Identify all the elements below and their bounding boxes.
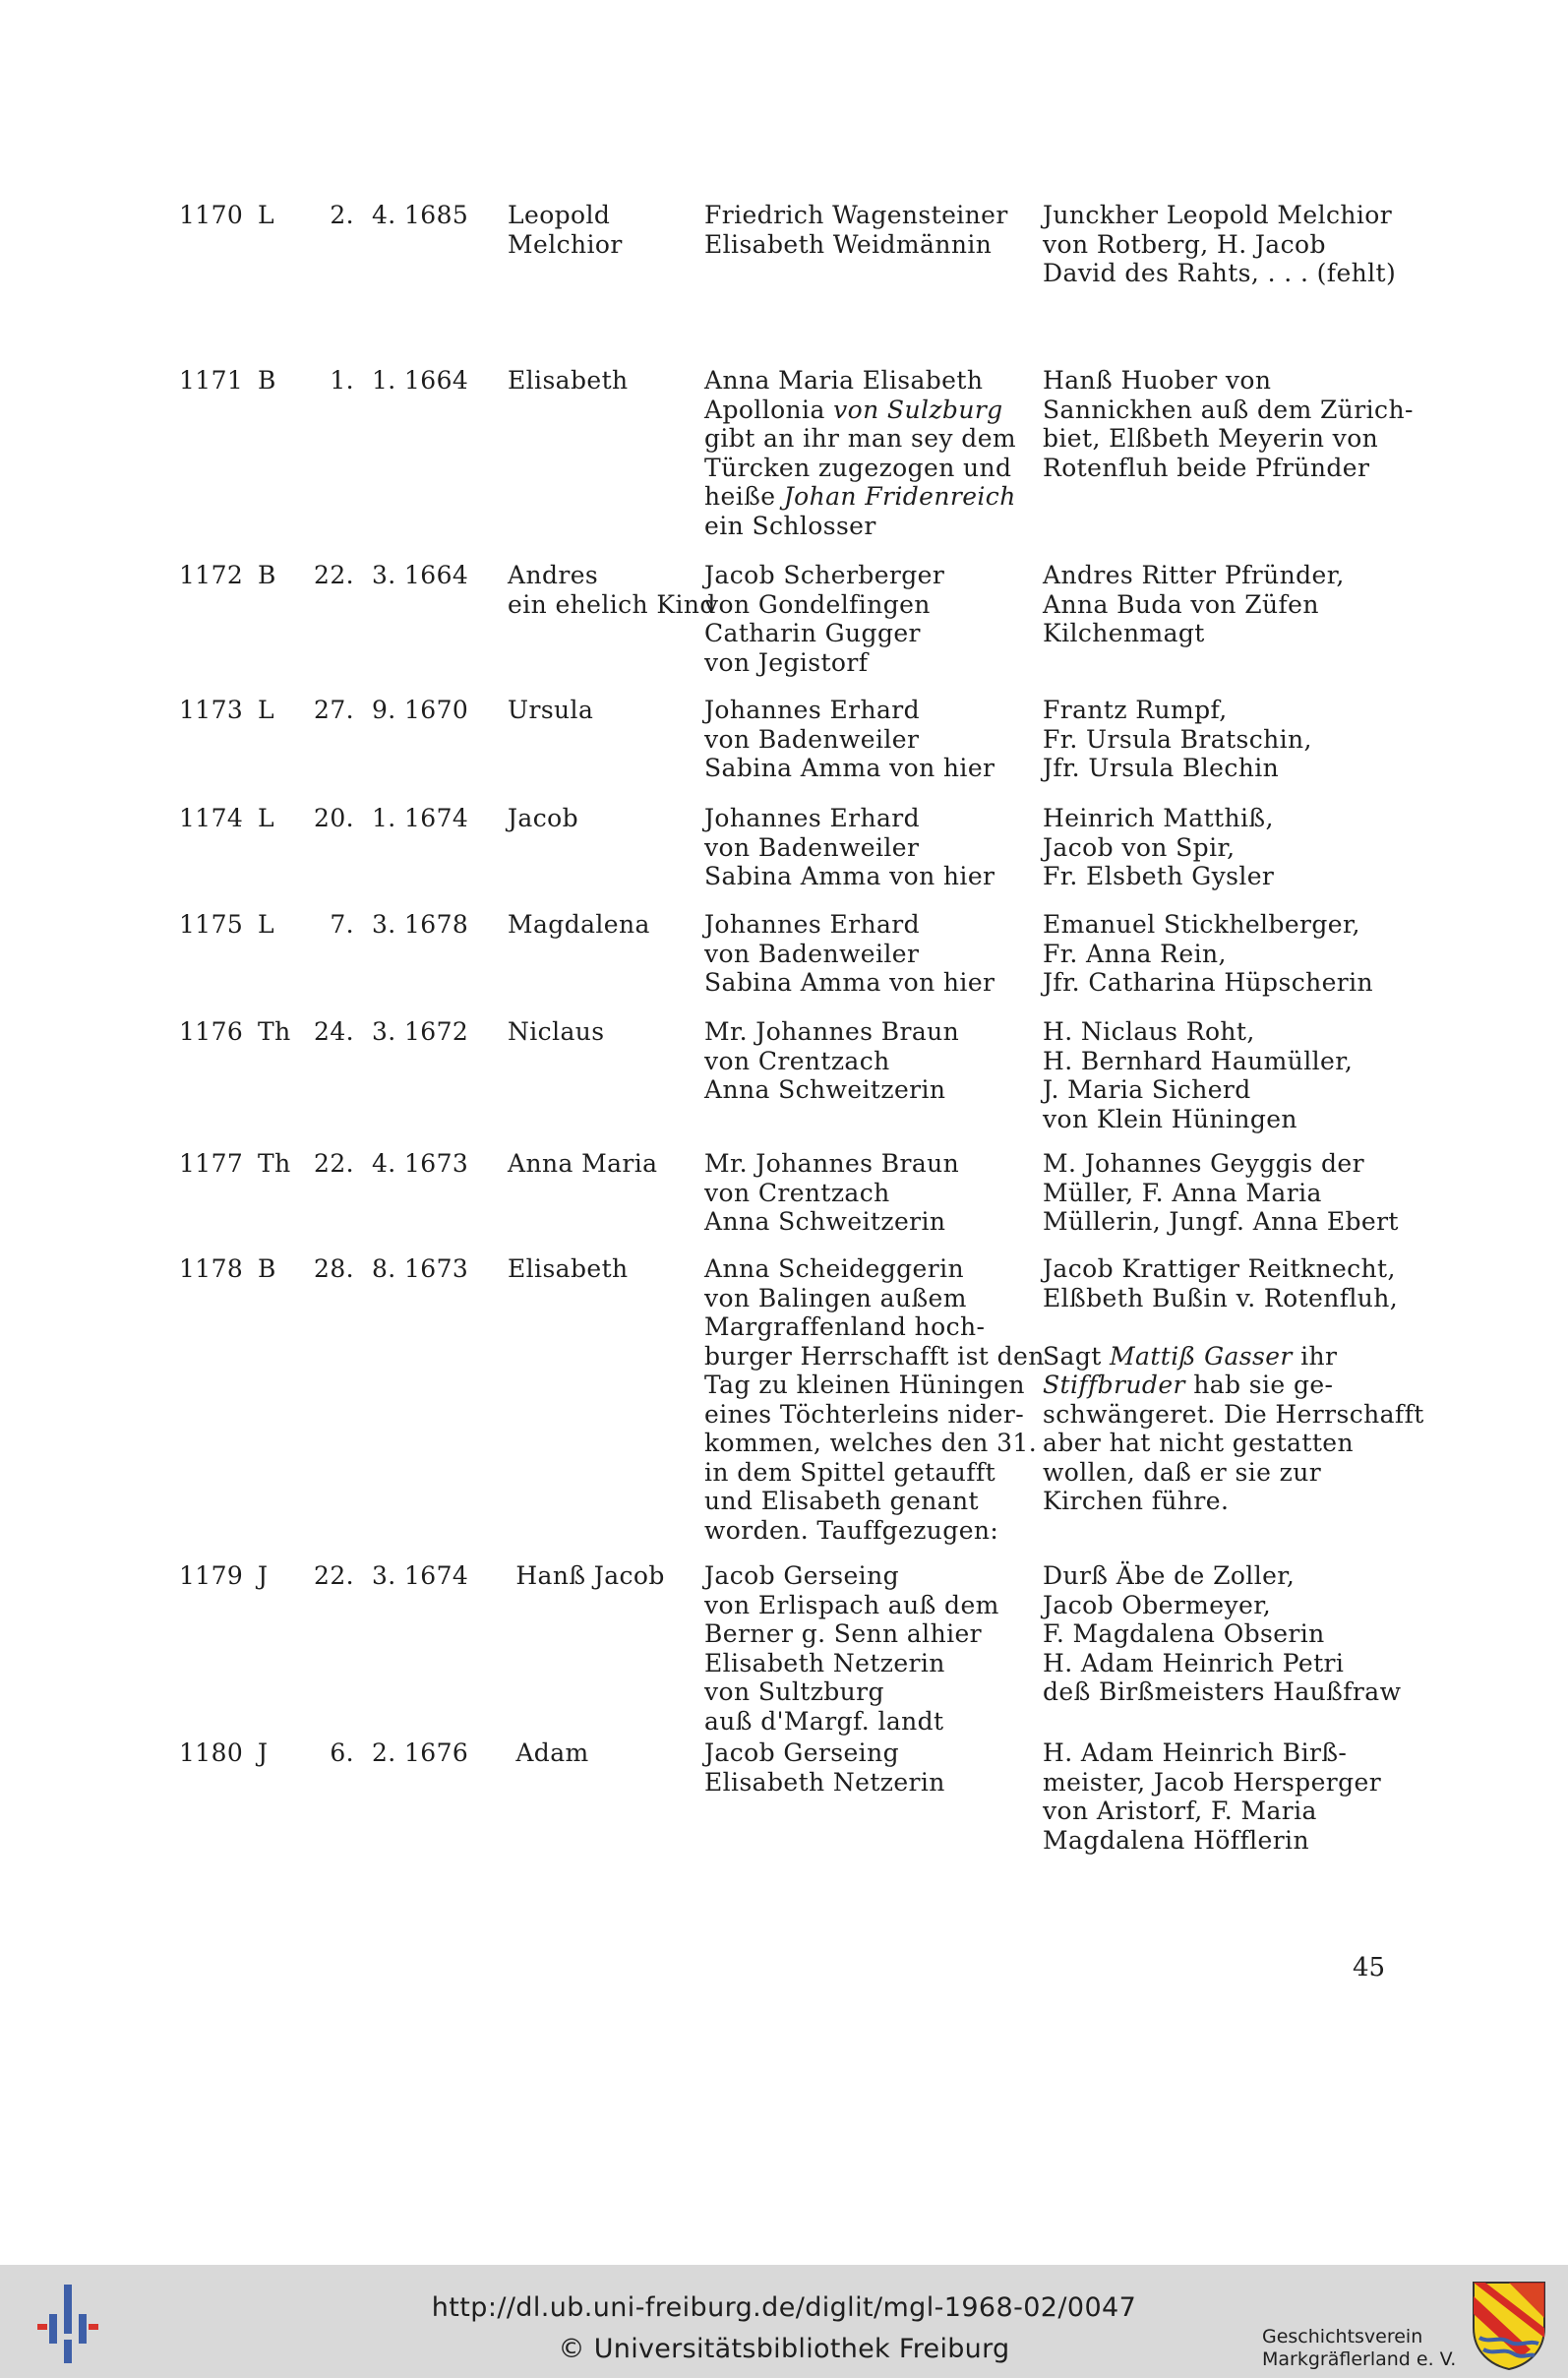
entry-godparents-line: Durß Äbe de Zoller,	[1043, 1561, 1296, 1590]
entry-day: 20.	[314, 804, 354, 832]
entry-godparents-line: von Rotberg, H. Jacob	[1043, 229, 1326, 259]
entry-child-name	[508, 910, 650, 940]
copyright-notice: © Universitätsbibliothek Freiburg	[558, 2334, 1010, 2364]
entry-day: 7.	[330, 910, 354, 939]
entry-number: 1180	[179, 1738, 244, 1767]
entry-child-name-line: Leopold	[508, 201, 611, 229]
entry-parents-line: gibt an ihr man sey dem	[704, 424, 1017, 453]
entry-parents-line: Johannes Erhard	[704, 804, 921, 832]
entry-confession: B	[258, 366, 276, 395]
entry-parents-line: Elisabeth Netzerin	[704, 1767, 945, 1797]
entry-godparents-line: meister, Jacob Hersperger	[1043, 1767, 1382, 1797]
entry-parents-line: von Sultzburg	[704, 1677, 884, 1706]
entry-godparents	[1043, 1017, 1353, 1133]
entry-day: 22.	[314, 1561, 354, 1590]
entry-godparents-line: biet, Elßbeth Meyerin von	[1043, 424, 1379, 453]
entry-child-name-line: Elisabeth	[508, 1254, 629, 1283]
entry-date: 4. 1673	[372, 1149, 469, 1178]
entry-parents-line: Apollonia von Sulzburg	[704, 395, 1003, 424]
entry-godparents-line: aber hat nicht gestatten	[1043, 1429, 1354, 1457]
entry-child-name-line: Elisabeth	[508, 366, 629, 395]
society-name-line1: Geschichtsverein	[1262, 2326, 1423, 2348]
entry-godparents-line: Jfr. Catharina Hüpscherin	[1043, 968, 1374, 997]
entry-parents-line: Anna Maria Elisabeth	[704, 366, 984, 395]
entry-number: 1174	[179, 804, 244, 832]
entry-godparents-line: Hanß Huober von	[1043, 366, 1272, 395]
entry-parents-line: Türcken zugezogen und	[704, 453, 1012, 482]
entry-confession: L	[258, 201, 275, 229]
entry-child-name	[508, 366, 629, 396]
entry-child-name	[508, 1017, 605, 1047]
entry-parents-line: Mr. Johannes Braun	[704, 1017, 960, 1046]
entry-godparents	[1043, 1149, 1399, 1237]
entry-confession: B	[258, 561, 276, 589]
entry-godparents-line: J. Maria Sicherd	[1043, 1075, 1251, 1104]
entry-parents-line: Sabina Amma von hier	[704, 862, 995, 890]
entry-date: 1. 1674	[372, 804, 469, 832]
entry-parents	[704, 910, 995, 998]
entry-parents-line: von Badenweiler	[704, 724, 920, 754]
entry-parents-line: von Badenweiler	[704, 939, 920, 968]
entry-parents	[704, 1017, 959, 1105]
entry-parents-line: in dem Spittel getaufft	[704, 1457, 996, 1487]
entry-parents	[704, 201, 1008, 259]
society-name	[1262, 2326, 1456, 2371]
entry-parents	[704, 1149, 959, 1237]
entry-date: 8. 1673	[372, 1254, 469, 1283]
entry-parents-line: Anna Scheideggerin	[704, 1254, 964, 1283]
entry-godparents-line: Frantz Rumpf,	[1043, 696, 1228, 724]
entry-parents-line: Sabina Amma von hier	[704, 968, 995, 997]
entry-parents-line: ein Schlosser	[704, 511, 876, 540]
entry-number: 1176	[179, 1017, 244, 1046]
entry-godparents-line: wollen, daß er sie zur	[1043, 1457, 1322, 1487]
entry-parents	[704, 561, 944, 677]
entry-godparents-line: H. Adam Heinrich Birß-	[1043, 1738, 1348, 1767]
entry-godparents-line: Jacob von Spir,	[1043, 832, 1236, 862]
entry-child-name-line: Andres	[508, 561, 599, 589]
entry-godparents-line: Magdalena Höfflerin	[1043, 1825, 1309, 1855]
entry-godparents-line: Jacob Obermeyer,	[1043, 1590, 1272, 1619]
entry-parents-line: kommen, welches den 31.	[704, 1429, 1038, 1457]
entry-parents-line: Catharin Gugger	[704, 619, 921, 647]
entry-godparents-line: von Aristorf, F. Maria	[1043, 1797, 1317, 1825]
entry-parents-line: Friedrich Wagensteiner	[704, 201, 1008, 229]
entry-child-name-line: Anna Maria	[508, 1149, 658, 1178]
entry-parents-line: Jacob Gerseing	[704, 1738, 899, 1767]
entry-child-name-line: Niclaus	[508, 1017, 605, 1046]
entry-godparents-line: Elßbeth Bußin v. Rotenfluh,	[1043, 1283, 1399, 1312]
entry-godparents-line: deß Birßmeisters Haußfraw	[1043, 1677, 1402, 1706]
entry-day: 28.	[314, 1254, 354, 1283]
entry-confession: J	[258, 1738, 269, 1767]
entry-child-name-line: Adam	[508, 1738, 589, 1767]
entry-date: 1. 1664	[372, 366, 469, 395]
entry-date: 3. 1672	[372, 1017, 469, 1046]
entry-date: 3. 1678	[372, 910, 469, 939]
entry-parents-line: von Badenweiler	[704, 832, 920, 862]
entry-parents	[704, 1738, 945, 1797]
entry-parents-line: Jacob Gerseing	[704, 1561, 899, 1590]
document-url-link[interactable]: http://dl.ub.uni-freiburg.de/diglit/mgl-1968-02/0047	[431, 2292, 1137, 2323]
entry-number: 1171	[179, 366, 244, 395]
entry-parents	[704, 1254, 1045, 1545]
entry-child-name	[508, 561, 716, 619]
entry-parents	[704, 366, 1016, 540]
entry-day: 27.	[314, 696, 354, 724]
entry-parents-line: Tag zu kleinen Hüningen	[704, 1371, 1025, 1399]
entry-godparents	[1043, 1254, 1424, 1516]
coat-of-arms-icon	[1470, 2279, 1548, 2372]
entry-day: 24.	[314, 1017, 354, 1046]
entry-parents-line: Berner g. Senn alhier	[704, 1619, 983, 1648]
entry-parents-line: von Crentzach	[704, 1046, 890, 1075]
entry-godparents-line: Anna Buda von Züfen	[1043, 589, 1319, 619]
entry-parents-line: heiße Johan Fridenreich	[704, 482, 1016, 511]
entry-date: 3. 1674	[372, 1561, 469, 1590]
entry-godparents	[1043, 910, 1373, 998]
entry-godparents-line: Kilchenmagt	[1043, 619, 1205, 647]
entry-godparents-line: Emanuel Stickhelberger,	[1043, 910, 1360, 939]
entry-godparents-line: Sannickhen auß dem Zürich-	[1043, 395, 1414, 424]
entry-parents	[704, 1561, 999, 1736]
entry-parents-line: von Gondelfingen	[704, 589, 931, 619]
entry-godparents-line: Fr. Ursula Bratschin,	[1043, 724, 1312, 754]
entry-godparents-line: David des Rahts, . . . (fehlt)	[1043, 259, 1397, 287]
entry-parents-line: von Crentzach	[704, 1178, 890, 1207]
entry-number: 1177	[179, 1149, 244, 1178]
entry-child-name-line: Ursula	[508, 696, 594, 724]
entry-child-name	[508, 804, 578, 833]
entry-godparents-line: H. Niclaus Roht,	[1043, 1017, 1255, 1046]
entry-godparents-line	[1043, 1312, 1424, 1342]
entry-child-name	[508, 1254, 629, 1284]
entry-godparents-line: Sagt Mattiß Gasser ihr	[1043, 1341, 1338, 1371]
page-number: 45	[1353, 1953, 1386, 1982]
entry-godparents-line: Fr. Elsbeth Gysler	[1043, 862, 1275, 890]
entry-godparents	[1043, 201, 1396, 288]
entry-parents-line: von Erlispach auß dem	[704, 1590, 999, 1619]
entry-godparents-line: Rotenfluh beide Pfründer	[1043, 453, 1370, 482]
entry-godparents-line: Junckher Leopold Melchior	[1043, 201, 1393, 229]
entry-godparents-line: Heinrich Matthiß,	[1043, 804, 1274, 832]
entry-number: 1173	[179, 696, 244, 724]
entry-godparents	[1043, 804, 1274, 891]
entry-number: 1178	[179, 1254, 244, 1283]
entry-godparents-line: Andres Ritter Pfründer,	[1043, 561, 1345, 589]
entry-parents-line: auß d'Margf. landt	[704, 1706, 944, 1736]
entry-child-name	[508, 1561, 665, 1591]
entry-child-name	[508, 1738, 589, 1768]
entry-godparents-line: Jacob Krattiger Reitknecht,	[1043, 1254, 1396, 1283]
entry-parents	[704, 696, 995, 783]
entry-day: 22.	[314, 561, 354, 589]
entry-parents-line: Anna Schweitzerin	[704, 1207, 946, 1236]
entry-confession: Th	[258, 1149, 291, 1178]
society-name-line2: Markgräflerland e. V.	[1262, 2348, 1457, 2370]
entry-parents-line: Sabina Amma von hier	[704, 754, 995, 782]
entry-parents-line: Johannes Erhard	[704, 910, 921, 939]
entry-child-name-line: ein ehelich Kind	[508, 589, 716, 619]
entry-day: 22.	[314, 1149, 354, 1178]
entry-godparents	[1043, 1561, 1401, 1707]
entry-godparents-line: M. Johannes Geyggis der	[1043, 1149, 1364, 1178]
entry-date: 9. 1670	[372, 696, 469, 724]
entry-confession: L	[258, 696, 275, 724]
entry-godparents	[1043, 696, 1312, 783]
entry-parents-line: Johannes Erhard	[704, 696, 921, 724]
entry-date: 4. 1685	[372, 201, 469, 229]
entry-godparents-line: Stiffbruder hab sie ge-	[1043, 1371, 1334, 1399]
footer-bar	[0, 2265, 1568, 2378]
entry-child-name-line: Jacob	[508, 804, 578, 832]
entry-child-name	[508, 201, 623, 259]
entry-godparents	[1043, 561, 1345, 648]
entry-day: 6.	[330, 1738, 354, 1767]
entry-parents-line: Margraffenland hoch-	[704, 1312, 986, 1341]
entry-parents-line: von Balingen außem	[704, 1283, 967, 1312]
entry-godparents-line: F. Magdalena Obserin	[1043, 1619, 1325, 1648]
entry-number: 1172	[179, 561, 244, 589]
entry-parents-line: Elisabeth Weidmännin	[704, 229, 993, 259]
entry-date: 3. 1664	[372, 561, 469, 589]
entry-parents-line: worden. Tauffgezugen:	[704, 1515, 999, 1545]
entry-number: 1179	[179, 1561, 244, 1590]
entry-parents-line: von Jegistorf	[704, 647, 869, 677]
entry-number: 1170	[179, 201, 244, 229]
entry-confession: L	[258, 910, 275, 939]
entry-parents	[704, 804, 995, 891]
entry-day: 1.	[330, 366, 354, 395]
entry-godparents-line: H. Adam Heinrich Petri	[1043, 1648, 1345, 1677]
entry-godparents-line: Kirchen führe.	[1043, 1487, 1230, 1515]
entry-godparents	[1043, 1738, 1381, 1855]
entry-child-name-line: Melchior	[508, 229, 623, 259]
entry-godparents-line: H. Bernhard Haumüller,	[1043, 1046, 1354, 1075]
entry-confession: Th	[258, 1017, 291, 1046]
entry-godparents-line: Müller, F. Anna Maria	[1043, 1178, 1322, 1207]
entry-child-name	[508, 1149, 657, 1179]
entry-godparents	[1043, 366, 1414, 482]
entry-godparents-line: von Klein Hüningen	[1043, 1104, 1297, 1133]
entry-child-name	[508, 696, 593, 725]
entry-parents-line: Jacob Scherberger	[704, 561, 945, 589]
entry-godparents-line: schwängeret. Die Herrschafft	[1043, 1399, 1424, 1429]
entry-child-name-line: Hanß Jacob	[508, 1561, 665, 1590]
entry-day: 2.	[330, 201, 354, 229]
entry-parents-line: und Elisabeth genant	[704, 1487, 979, 1515]
entry-confession: L	[258, 804, 275, 832]
entry-parents-line: Elisabeth Netzerin	[704, 1648, 945, 1677]
entry-parents-line: Anna Schweitzerin	[704, 1075, 946, 1104]
entry-number: 1175	[179, 910, 244, 939]
entry-parents-line: eines Töchterleins nider-	[704, 1399, 1025, 1429]
entry-confession: J	[258, 1561, 269, 1590]
entry-godparents-line: Jfr. Ursula Blechin	[1043, 754, 1280, 782]
entry-confession: B	[258, 1254, 276, 1283]
entry-godparents-line: Müllerin, Jungf. Anna Ebert	[1043, 1207, 1399, 1236]
entry-parents-line: burger Herrschafft ist den	[704, 1341, 1045, 1371]
entry-godparents-line: Fr. Anna Rein,	[1043, 939, 1227, 968]
entry-date: 2. 1676	[372, 1738, 469, 1767]
entry-child-name-line: Magdalena	[508, 910, 650, 939]
entry-parents-line: Mr. Johannes Braun	[704, 1149, 960, 1178]
